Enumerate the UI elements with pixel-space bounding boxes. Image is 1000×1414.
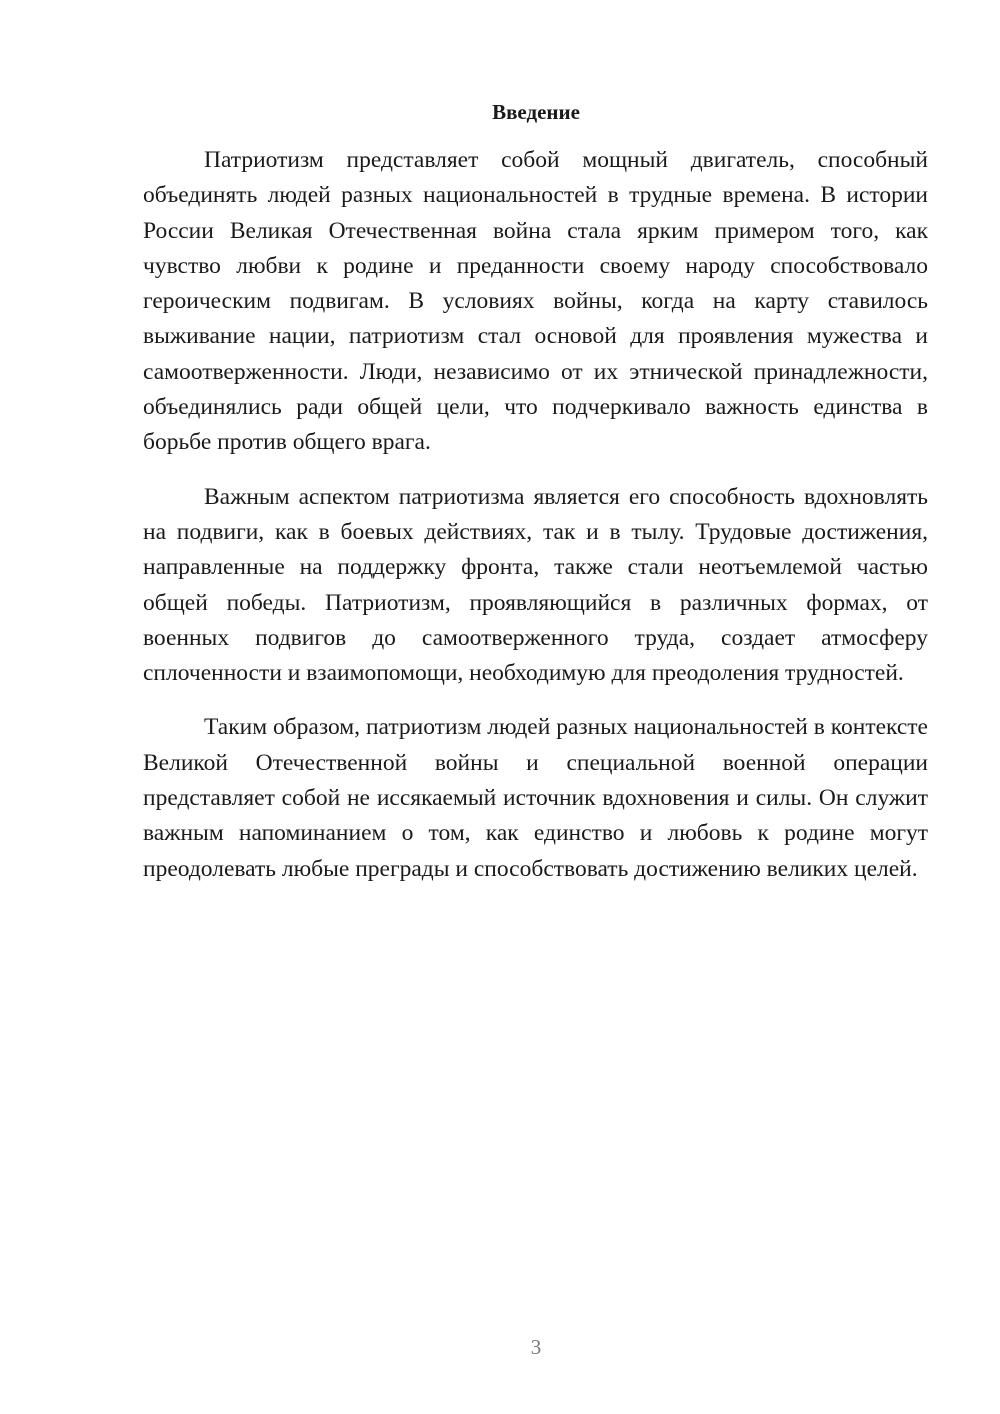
- paragraph-2: Важным аспектом патриотизма является его способность вдохновлять на подвиги, как в боевых действиях, так и в тылу. Трудовые достижения, направленные на поддержку фронта, также стали неотъемлемой частью общей победы. Патриотизм, проявляющийся в различных формах, от военных подвигов до самоотверженного труда, создает атмосферу сплоченности и взаимопомощи, необходимую для преодоления трудностей.: [143, 483, 928, 687]
- paragraph-1: Патриотизм представляет собой мощный двигатель, способный объединять людей разных национальностей в трудные времена. В истории России Великая Отечественная война стала ярким примером того, как чувство любви к родине и преданности своему народу способствовало героическим подвигам. В условиях войны, когда на карту ставилось выживание нации, патриотизм стал основой для проявления мужества и самоотверженности. Люди, независимо от их этнической принадлежности, объединялись ради общей цели, что подчеркивало важность единства в борьбе против общего врага.: [143, 147, 928, 456]
- page-number: 3: [530, 1335, 542, 1359]
- body-text: [143, 143, 928, 887]
- section-heading: Введение: [492, 100, 580, 124]
- paragraph-3: Таким образом, патриотизм людей разных национальностей в контексте Великой Отечественной войны и специальной военной операции представляет собой не иссякаемый источник вдохновения и силы. Он служит важным напоминанием о том, как единство и любовь к родине могут преодолевать любые преграды и способствовать достижению великих целей.: [143, 714, 928, 882]
